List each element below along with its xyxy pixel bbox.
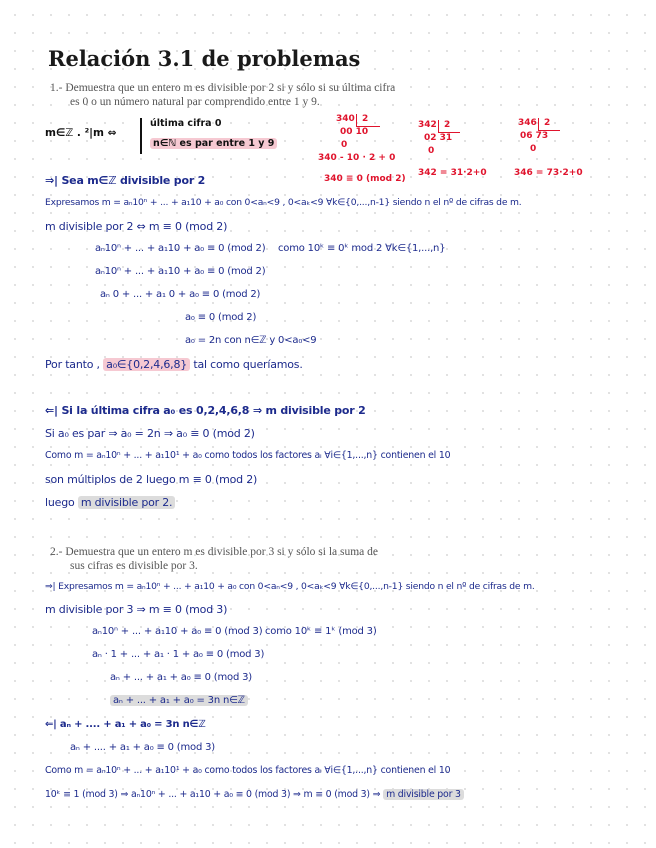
proof-2-line-5: aₙ + ... + a₁ + a₀ ≡ 0 (mod 3) [110,672,252,683]
statement-1-right-2: n∈ℕ es par entre 1 y 9 [150,138,277,149]
proof-1-line-7: a₀ ≡ 0 (mod 2) [185,312,257,323]
proof-1-line-1: ⇒| Sea m∈ℤ divisible por 2 [45,174,206,187]
problem-2-line-2: sus cifras es divisible por 3. [70,560,198,572]
proof-1-line-12: Como m = aₙ10ⁿ + ... + a₁10¹ + a₀ como todos los factores aᵢ ∀i∈{1,...,n} contienen el 10 [45,450,451,461]
proof-1-line-4b: como 10ᵏ ≡ 0ᵏ mod 2 ∀k∈{1,...,n} [278,243,446,254]
proof-2-line-10: 10ᵏ ≡ 1 (mod 3) ⇒ aₙ10ⁿ + ... + a₁10 + a₀ ≡ 0 (mod 3) ⇒ m ≡ 0 (mod 3) ⇒ m divisible por 3 [45,789,464,800]
proof-1-line-6: aₙ 0 + ... + a₁ 0 + a₀ ≡ 0 (mod 2) [100,289,261,300]
proof-1-line-8: a₀ = 2n con n∈ℤ y 0<a₀<9 [185,335,317,346]
proof-1-line-9: Por tanto , a₀∈{0,2,4,6,8} tal como queríamos. [45,358,303,371]
proof-2-line-2: m divisible por 3 ⇒ m ≡ 0 (mod 3) [45,603,228,616]
proof-2-line-4: aₙ · 1 + ... + a₁ · 1 + a₀ ≡ 0 (mod 3) [92,649,265,660]
statement-1-right-1: última cifra 0 [150,118,222,129]
proof-2-line-3a: aₙ10ⁿ + ... + a₁10 + a₀ ≡ 0 (mod 3) [92,626,263,637]
proof-1-line-10: ⇐| Si la última cifra a₀ es 0,2,4,6,8 ⇒ m divisible por 2 [45,404,366,417]
problem-1-line-1: 1.- Demuestra que un entero m es divisible por 2 si y sólo si su última cifra [50,82,396,94]
proof-1-line-4a: aₙ10ⁿ + ... + a₁10 + a₀ ≡ 0 (mod 2) [95,243,266,254]
proof-2-line-6: aₙ + ... + a₁ + a₀ = 3n n∈ℤ [110,695,248,706]
proof-1-line-14: luego m divisible por 2. [45,496,175,509]
proof-1-line-2: Expresamos m = aₙ10ⁿ + ... + a₁10 + a₀ con 0<aₙ<9 , 0<aₖ<9 ∀k∈{0,...,n-1} siendo n el nº de cifras de m. [45,197,522,208]
statement-1-left: m∈ℤ . ²|m ⇔ [45,127,117,139]
statement-divider [140,118,142,154]
proof-2-line-8: aₙ + .... + a₁ + a₀ ≡ 0 (mod 3) [70,742,215,753]
proof-1-line-3: m divisible por 2 ⇔ m ≡ 0 (mod 2) [45,220,228,233]
proof-1-line-11: Si a₀ es par ⇒ a₀ = 2n ⇒ a₀ ≡ 0 (mod 2) [45,427,255,440]
proof-1-line-5: aₙ10ⁿ + ... + a₁10 + a₀ ≡ 0 (mod 2) [95,266,266,277]
page-title: Relación 3.1 de problemas [48,46,361,71]
problem-1-line-2: es 0 o un número natural par comprendido entre 1 y 9. [70,96,320,108]
proof-1-line-13: son múltiplos de 2 luego m ≡ 0 (mod 2) [45,473,258,486]
problem-2-line-1: 2.- Demuestra que un entero m es divisible por 3 si y sólo si la suma de [50,546,379,558]
proof-2-line-7: ⇐| aₙ + .... + a₁ + a₀ = 3n n∈ℤ [45,719,206,730]
proof-2-line-9: Como m = aₙ10ⁿ + ... + a₁10¹ + a₀ como todos los factores aᵢ ∀i∈{1,...,n} contienen el 10 [45,765,451,776]
proof-2-line-3b: como 10ᵏ ≡ 1ᵏ (mod 3) [265,626,377,637]
proof-2-line-1: ⇒| Expresamos m = aₙ10ⁿ + ... + a₁10 + a₀ con 0<aₙ<9 , 0<aₖ<9 ∀k∈{0,...,n-1} siendo n el nº de cifras de m. [45,581,535,592]
